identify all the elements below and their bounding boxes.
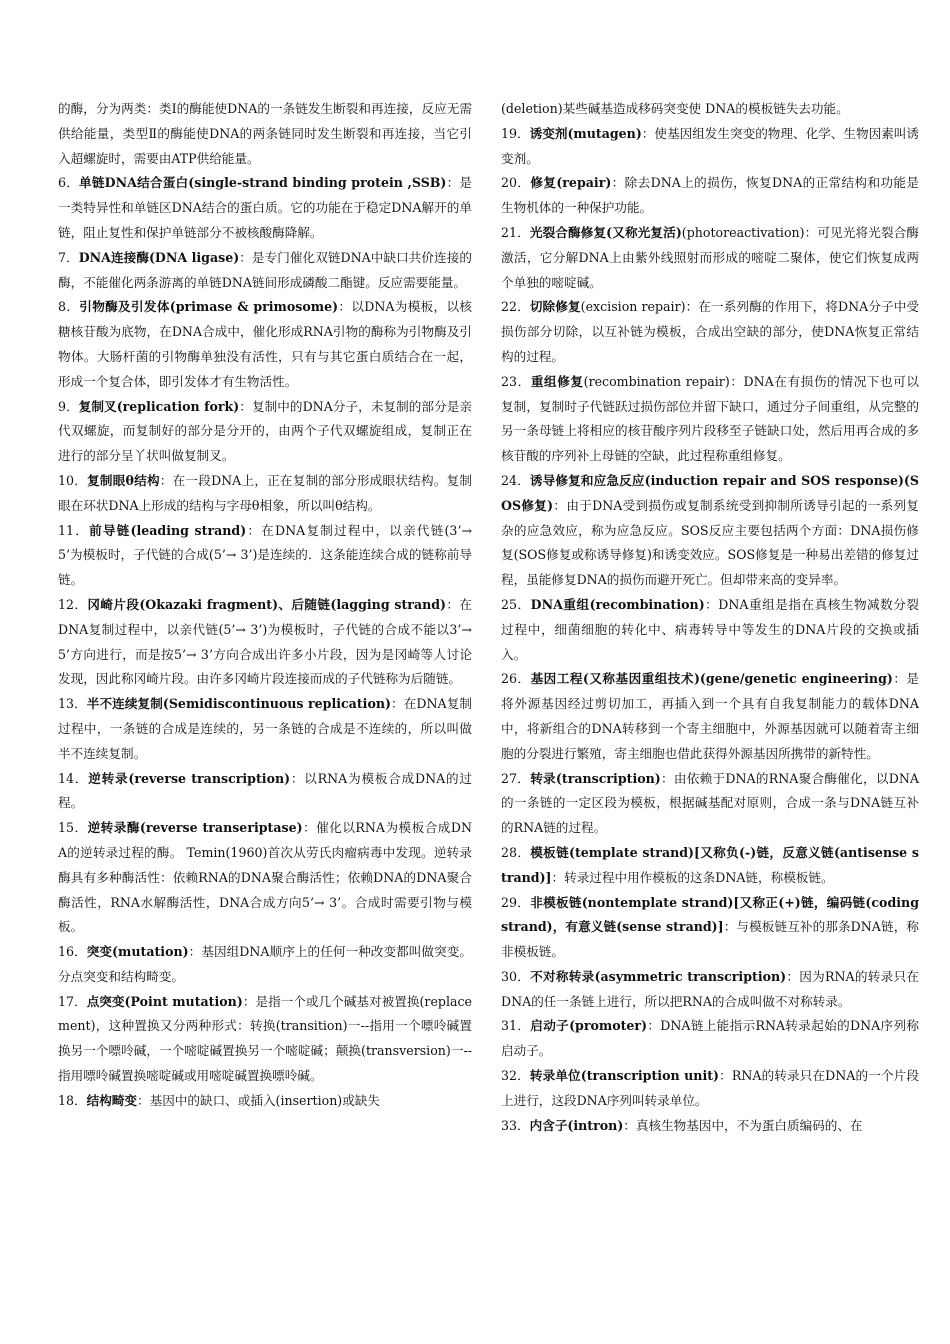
entry-term: 冈崎片段(Okazaki fragment)、后随链(lagging strand) bbox=[87, 596, 447, 612]
glossary-entry bbox=[501, 122, 919, 172]
entry-number: 21． bbox=[501, 224, 530, 240]
entry-term: 复制叉(replication fork) bbox=[78, 398, 240, 414]
glossary-entry bbox=[58, 767, 472, 817]
glossary-entry bbox=[501, 1014, 919, 1064]
glossary-entry bbox=[58, 171, 472, 245]
entry-number: 23． bbox=[501, 373, 531, 389]
glossary-entry bbox=[501, 171, 919, 221]
entry-definition: ：使基因组发生突变的物理、化学、生物因素叫诱变剂。 bbox=[501, 125, 919, 166]
entry-number: 22． bbox=[501, 299, 530, 315]
glossary-entry bbox=[58, 519, 472, 593]
entry-term: 诱导修复和应急反应(induction repair and SOS response)(SOS修复) bbox=[501, 472, 919, 513]
glossary-entry bbox=[501, 841, 919, 891]
entry-term: 基因工程(又称基因重组技术)(gene/genetic engineering) bbox=[530, 671, 893, 687]
entry-term: 前导链(leading strand) bbox=[89, 522, 247, 538]
entry-number: 27． bbox=[501, 770, 531, 786]
entry-term: 内含子(intron) bbox=[529, 1117, 624, 1133]
entry-definition: ：DNA重组是指在真核生物减数分裂过程中，细菌细胞的转化中、病毒转导中等发生的DNA片段的交换或插入。 bbox=[501, 596, 919, 662]
entry-definition: (excision repair)：在一系列酶的作用下，将DNA分子中受损伤部分切除，以互补链为模板，合成出空缺的部分，使DNA恢复正常结构的过程。 bbox=[501, 299, 920, 364]
entry-definition: ：基因组DNA顺序上的任何一种改变都叫做突变。分点突变和结构畸变。 bbox=[58, 944, 472, 984]
glossary-entry bbox=[501, 221, 919, 295]
entry-definition: ：在DNA复制过程中，以亲代链(5’→ 3’)为模板时，子代链的合成不能以3’→ 5’方向进行，而是按5’→ 3’方向合成出许多小片段，因为是冈崎等人讨论发现，因此称冈崎片段。由许多冈崎片段连接而成的子代链称为后随链。 bbox=[58, 596, 472, 687]
entry-number: 8． bbox=[58, 299, 80, 315]
entry-number: 30． bbox=[501, 968, 531, 984]
entry-number: 32． bbox=[501, 1068, 530, 1084]
entry-number: 18． bbox=[58, 1092, 87, 1108]
entry-number: 7． bbox=[58, 249, 79, 265]
entry-definition: ：复制中的DNA分子，未复制的部分是亲代双螺旋，而复制好的部分是分开的，由两个子代双螺旋组成，复制正在进行的部分呈丫状叫做复制叉。 bbox=[58, 398, 472, 464]
entry-number: 33． bbox=[501, 1117, 530, 1133]
glossary-entry bbox=[58, 469, 472, 519]
entry-number: 6． bbox=[58, 175, 80, 191]
entry-definition: ：转录过程中用作模板的这条DNA链，称模板链。 bbox=[551, 869, 834, 885]
entry-number: 10． bbox=[58, 472, 88, 488]
glossary-entry bbox=[58, 295, 472, 394]
entry-term: 修复(repair) bbox=[530, 175, 612, 191]
entry-term: 转录单位(transcription unit) bbox=[529, 1068, 720, 1084]
glossary-entry bbox=[501, 767, 919, 841]
entry-term: 诱变剂(mutagen) bbox=[529, 125, 642, 141]
entry-term: 突变(mutation) bbox=[86, 944, 189, 960]
entry-term: 重组修复 bbox=[530, 373, 584, 389]
glossary-entry bbox=[58, 246, 472, 296]
entry-definition: ：以RNA为模板合成DNA的过程。 bbox=[58, 770, 472, 811]
right-column bbox=[501, 97, 919, 1138]
glossary-entry bbox=[58, 395, 472, 469]
entry-number: 25． bbox=[501, 596, 531, 612]
entry-term: 启动子(promoter) bbox=[530, 1018, 648, 1034]
entry-definition: ：催化以RNA为模板合成DNA的逆转录过程的酶。 Temin(1960)首次从劳氏肉瘤病毒中发现。逆转录酶具有多种酶活性：依赖RNA的DNA聚合酶活性；依赖DNA的DNA聚合酶活性，RNA水解酶活性，DNA合成方向5’→ 3’。合成时需要引物与模板。 bbox=[58, 820, 472, 935]
entry-definition: (deletion)某些碱基造成移码突变使 DNA的模板链失去功能。 bbox=[501, 101, 849, 116]
entry-definition: ：RNA的转录只在DNA的一个片段上进行，这段DNA序列叫转录单位。 bbox=[501, 1068, 919, 1108]
left-column bbox=[58, 97, 472, 1114]
entry-definition: (recombination repair)：DNA在有损伤的情况下也可以复制，复制时子代链跃过损伤部位并留下缺口，通过分子间重组，从完整的另一条母链上将相应的核苷酸序列片段移至子链缺口处，然后用再合成的多核苷酸的序列补上母链的空缺，此过程称重组修复。 bbox=[501, 373, 919, 464]
entry-number: 20． bbox=[501, 175, 531, 191]
glossary-entry bbox=[501, 891, 919, 965]
glossary-entry bbox=[501, 667, 919, 766]
glossary-entry bbox=[501, 1064, 919, 1114]
entry-term: 光裂合酶修复(又称光复活) bbox=[529, 224, 682, 240]
entry-term: DNA重组(recombination) bbox=[530, 596, 705, 612]
entry-number: 31． bbox=[501, 1018, 531, 1034]
entry-definition: ：与模板链互补的那条DNA链，称非模板链。 bbox=[501, 919, 919, 960]
entry-definition: ：是将外源基因经过剪切加工，再插入到一个具有自我复制能力的载体DNA中，将新组合的DNA转移到一个寄主细胞中，外源基因就可以随着寄主细胞的分裂进行繁殖，寄主细胞也借此获得外源基因所携带的新特性。 bbox=[501, 671, 920, 761]
entry-term: 切除修复 bbox=[529, 299, 581, 315]
entry-number: 13． bbox=[58, 696, 87, 712]
glossary-entry bbox=[58, 593, 472, 692]
entry-number: 16． bbox=[58, 944, 87, 960]
entry-number: 29． bbox=[501, 894, 531, 910]
entry-term: 结构畸变 bbox=[86, 1092, 137, 1108]
glossary-entry bbox=[501, 965, 919, 1015]
glossary-entry bbox=[501, 295, 919, 369]
entry-term: 逆转录酶(reverse transeriptase) bbox=[87, 820, 303, 836]
glossary-entry bbox=[58, 692, 472, 766]
entry-number: 15． bbox=[58, 820, 88, 836]
entry-term: 复制眼θ结构 bbox=[87, 472, 160, 488]
entry-term: 点突变(Point mutation) bbox=[86, 993, 243, 1009]
glossary-entry bbox=[58, 97, 472, 171]
entry-term: 不对称转录(asymmetric transcription) bbox=[530, 968, 787, 984]
entry-number: 12． bbox=[58, 596, 88, 612]
entry-number: 24． bbox=[501, 472, 530, 488]
entry-number: 14． bbox=[58, 770, 89, 786]
entry-definition: ：在DNA复制过程中，一条链的合成是连续的，另一条链的合成是不连续的，所以叫做半不连续复制。 bbox=[58, 696, 472, 761]
entry-number: 9． bbox=[58, 398, 79, 414]
entry-definition: ：基因中的缺口、或插入(insertion)或缺失 bbox=[137, 1092, 380, 1108]
glossary-entry bbox=[501, 593, 919, 667]
entry-definition: (photoreactivation)：可见光将光裂合酶激活，它分解DNA上由紫外线照射而形成的嘧啶二聚体，使它们恢复成两个单独的嘧啶碱。 bbox=[501, 224, 919, 290]
entry-term: 非模板链(nontemplate strand)[又称正(+)链，编码链(coding strand)，有意义链(sense strand)] bbox=[501, 894, 919, 935]
entry-definition: ：在DNA复制过程中，以亲代链(3’→ 5’为模板时，子代链的合成(5’→ 3’)是连续的．这条能连续合成的链称前导链。 bbox=[58, 522, 473, 588]
entry-number: 28． bbox=[501, 844, 531, 860]
entry-term: 转录(transcription) bbox=[530, 770, 661, 786]
glossary-entry bbox=[501, 97, 919, 122]
entry-definition: ：真核生物基因中，不为蛋白质编码的、在 bbox=[623, 1117, 863, 1133]
entry-term: 半不连续复制(Semidiscontinuous replication) bbox=[86, 696, 391, 712]
glossary-entry bbox=[501, 370, 919, 469]
entry-definition: ：是专门催化双链DNA中缺口共价连接的酶，不能催化两条游离的单链DNA链间形成磷酸二酯键。反应需要能量。 bbox=[58, 249, 472, 290]
glossary-entry bbox=[58, 940, 472, 990]
entry-term: DNA连接酶(DNA ligase) bbox=[78, 249, 240, 265]
entry-definition: ：除去DNA上的损伤，恢复DNA的正常结构和功能是生物机体的一种保护功能。 bbox=[501, 175, 919, 216]
entry-term: 模板链(template strand)[又称负(-)链，反意义链(antisense strand)] bbox=[501, 844, 919, 885]
entry-term: 引物酶及引发体(primase & primosome) bbox=[79, 299, 339, 315]
entry-definition: ：由依赖于DNA的RNA聚合酶催化，以DNA的一条链的一定区段为模板，根据碱基配对原则，合成一条与DNA链互补的RNA链的过程。 bbox=[501, 770, 919, 836]
entry-number: 26． bbox=[501, 671, 531, 687]
entry-term: 单链DNA结合蛋白(single-strand binding protein ,SSB) bbox=[79, 175, 447, 191]
entry-term: 逆转录(reverse transcription) bbox=[88, 770, 291, 786]
glossary-entry bbox=[501, 1114, 919, 1139]
entry-definition: ：是一类特异性和单链区DNA结合的蛋白质。它的功能在于稳定DNA解开的单链，阻止复性和保护单链部分不被核酸酶降解。 bbox=[58, 175, 473, 240]
entry-number: 11． bbox=[58, 522, 90, 538]
entry-definition: ：是指一个或几个碱基对被置换(replacement)，这种置换又分两种形式：转换(transition)一--指用一个嘌呤碱置换另一个嘌呤碱，一个嘧啶碱置换另一个嘧啶碱；颠换(transversion)一--指用嘌呤碱置换嘧啶碱或用嘧啶碱置换嘌呤碱。 bbox=[58, 993, 473, 1084]
entry-definition: ：以DNA为模板，以核糖核苷酸为底物，在DNA合成中，催化形成RNA引物的酶称为引物酶及引物体。大肠杆菌的引物酶单独没有活性，只有与其它蛋白质结合在一起，形成一个复合体，即引发体才有生物活性。 bbox=[58, 299, 472, 389]
glossary-entry bbox=[58, 816, 472, 940]
entry-definition: ：DNA链上能指示RNA转录起始的DNA序列称启动子。 bbox=[501, 1018, 920, 1059]
glossary-entry bbox=[501, 469, 919, 593]
entry-definition: 的酶，分为两类：类Ⅰ的酶能使DNA的一条链发生断裂和再连接，反应无需供给能量，类型Ⅱ的酶能使DNA的两条链同时发生断裂和再连接，当它引入超螺旋时，需要由ATP供给能量。 bbox=[58, 101, 472, 166]
entry-number: 17． bbox=[58, 993, 87, 1009]
glossary-entry bbox=[58, 990, 472, 1089]
glossary-entry bbox=[58, 1089, 472, 1114]
entry-definition: ：在一段DNA上，正在复制的部分形成眼状结构。复制眼在环状DNA上形成的结构与字母θ相象，所以叫θ结构。 bbox=[58, 472, 472, 513]
entry-definition: ：因为RNA的转录只在DNA的任一条链上进行，所以把RNA的合成叫做不对称转录。 bbox=[501, 968, 919, 1009]
entry-definition: ：由于DNA受到损伤或复制系统受到抑制所诱导引起的一系列复杂的应急效应，称为应急反应。SOS反应主要包括两个方面：DNA损伤修复(SOS修复或称诱导修复)和诱变效应。SOS修复是一种易出差错的修复过程，虽能修复DNA的损伤而避开死亡。但却带来高的变异率。 bbox=[501, 497, 919, 588]
entry-number: 19． bbox=[501, 125, 530, 141]
